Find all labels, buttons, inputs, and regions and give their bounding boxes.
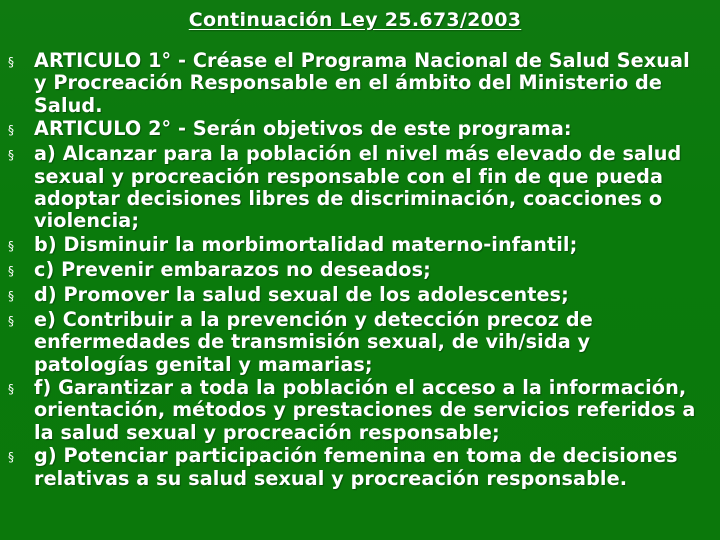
list-item [8, 142, 708, 233]
list-item-text: b) Disminuir la morbimortalidad materno-infantil; [34, 232, 578, 256]
section-sign-icon: § [8, 263, 14, 278]
list-item-text: d) Promover la salud sexual de los adolescentes; [34, 282, 569, 306]
list-item [8, 308, 708, 376]
list-item [8, 376, 708, 444]
list-item [8, 283, 708, 308]
bullet-list [8, 49, 708, 490]
section-sign-icon: § [8, 238, 14, 253]
list-item [8, 49, 708, 117]
list-item-text: f) Garantizar a toda la población el acceso a la información, orientación, métodos y prestaciones de servicios referidos a la salud sexual y procreación responsable; [34, 376, 696, 444]
list-item-text: a) Alcanzar para la población el nivel más elevado de salud sexual y procreación responsable con el fin de que pueda adoptar decisiones libres de discriminación, coacciones o violencia; [34, 142, 682, 233]
section-sign-icon: § [8, 55, 14, 69]
section-sign-icon: § [8, 288, 14, 303]
section-sign-icon: § [8, 123, 14, 138]
list-item [8, 444, 708, 490]
list-item-text: c) Prevenir embarazos no deseados; [34, 257, 431, 281]
section-sign-icon: § [8, 450, 14, 465]
list-item [8, 233, 708, 258]
list-item-text: g) Potenciar participación femenina en toma de decisiones relativas a su salud sexual y procreación responsable. [34, 444, 678, 490]
list-item-text: e) Contribuir a la prevención y detección precoz de enfermedades de transmisión sexual, de vih/sida y patologías genital y mamarias; [34, 307, 593, 376]
section-sign-icon: § [8, 313, 14, 328]
slide-title: Continuación Ley 25.673/2003 [188, 9, 522, 31]
section-sign-icon: § [8, 382, 14, 397]
list-item-text: ARTICULO 2° - Serán objetivos de este programa: [34, 117, 572, 141]
list-item-text: ARTICULO 1° - Créase el Programa Nacional de Salud Sexual y Procreación Responsable en el ámbito del Ministerio de Salud. [34, 49, 690, 117]
section-sign-icon: § [8, 148, 14, 163]
list-item [8, 117, 708, 142]
list-item [8, 258, 708, 283]
